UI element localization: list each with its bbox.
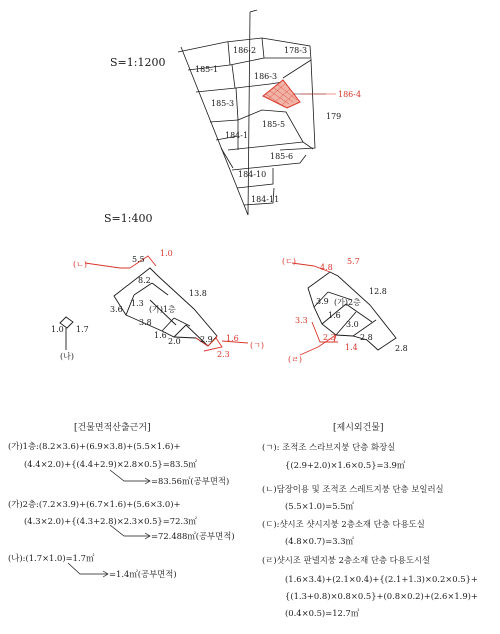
ga1-dim-2.9: 2.9 <box>200 335 213 344</box>
ga2-dim-3.0: 3.0 <box>346 320 359 329</box>
excluded-line-10: (0.4×0.5)=12.7㎡ <box>285 608 360 618</box>
excluded-line-7: (ㄹ)샷시조 판넬지붕 2층소재 단층 다용도시설 <box>262 555 431 565</box>
excluded-line-5: (ㄷ):샷시조 샷시지붕 2층소재 단층 다용도실 <box>262 519 425 529</box>
area-calc-line-5: (4.3×2.0)+{(4.3+2.8)×2.3×0.5}=72.3㎡ <box>24 516 197 526</box>
ga1-dim-2.0: 2.0 <box>168 337 181 346</box>
ga1-dim-1.6-red: 1.6 <box>226 334 239 343</box>
lot-label-186-3: 186-3 <box>254 72 278 81</box>
ga2-dim-5.7: 5.7 <box>347 257 360 266</box>
ga1-dim-3.6: 3.6 <box>110 305 123 314</box>
ga1-dim-8.2: 8.2 <box>138 276 151 285</box>
area-calc-line-7: (나):(1.7×1.0)=1.7㎡ <box>8 553 95 563</box>
ga1-dim-1.3: 1.3 <box>131 299 144 308</box>
lot-label-185-1: 185-1 <box>195 65 219 74</box>
excluded-line-1: (ㄱ): 조적조 스라브지붕 단층 화장실 <box>262 442 396 452</box>
ga2-callout-d: (ㄷ) <box>282 257 296 266</box>
lot-label-186-4: 186-4 <box>338 90 362 99</box>
ga1-callout-g: (ㄱ) <box>250 341 264 350</box>
ga1-dim-1.0: 1.0 <box>160 249 173 258</box>
ga2-dim-1.4: 1.4 <box>345 343 358 352</box>
ga2-dim-1.6: 1.6 <box>328 311 341 320</box>
excluded-line-9: {(1.3+0.8)×0.8×0.5}+(0.8×0.2)+(2.6×1.9)+ <box>285 591 478 601</box>
area-calc-line-1: (가)1층:(8.2×3.6)+(6.9×3.8)+(5.5×1.6)+ <box>8 441 181 451</box>
ga2-dim-3.9: 3.9 <box>316 297 329 306</box>
ga1-dim-1.6: 1.6 <box>154 331 167 340</box>
excluded-line-3: (ㄴ)담장이용 및 조적조 스레트지붕 단층 보일러실 <box>262 484 444 494</box>
excluded-line-8: (1.6×3.4)+(2.1×0.4)+{(2.1+1.3)×0.2×0.5}+ <box>285 574 478 584</box>
ga2-dim-3.3: 3.3 <box>295 316 308 325</box>
ga2-dim-4.8: 4.8 <box>320 263 333 272</box>
ga2-dim-2.8b: 2.8 <box>395 344 408 353</box>
lot-label-184-1: 184-1 <box>225 131 249 140</box>
lot-label-178-3: 178-3 <box>284 46 308 55</box>
ga2-dim-2.8a: 2.8 <box>360 333 373 342</box>
area-calc-line-2: (4.4×2.0)+{(4.4+2.9)×2.8×0.5}=83.5㎡ <box>24 459 197 469</box>
excluded-line-2: {(2.9+2.0)×1.6×0.5}=3.9㎡ <box>285 460 406 470</box>
ga1-dim-5.5: 5.5 <box>132 255 145 264</box>
area-calc-line-6: =72.488㎡(공부면적) <box>151 531 235 541</box>
na-dim-1.0: 1.0 <box>51 325 64 334</box>
excluded-header: [제시외건물] <box>333 423 384 433</box>
area-calc-line-3: =83.56㎡(공부면적) <box>151 476 230 486</box>
area-calc-line-8: =1.4㎡(공부면적) <box>109 569 177 579</box>
lot-label-179: 179 <box>326 112 342 121</box>
ga1-callout-n: (ㄴ) <box>73 260 87 269</box>
area-calc-line-4: (가)2층:(7.2×3.9)+(6.7×1.6)+(5.6×3.0)+ <box>8 499 181 509</box>
ga1-dim-2.3: 2.3 <box>217 350 230 359</box>
ga1-dim-3.8: 3.8 <box>139 318 152 327</box>
lot-label-184-11: 184-11 <box>251 195 280 204</box>
lot-label-186-2: 186-2 <box>233 46 257 55</box>
site-scale-label: S=1:1200 <box>110 56 166 69</box>
excluded-line-6: (4.8×0.7)=3.3㎡ <box>285 536 354 546</box>
lot-label-184-10: 184-10 <box>238 170 267 179</box>
lot-label-185-5: 185-5 <box>262 120 286 129</box>
ga1-label: (가)1층 <box>149 305 176 314</box>
building-scale-label: S=1:400 <box>104 212 153 225</box>
na-dim-1.7: 1.7 <box>76 325 89 334</box>
lot-label-185-6: 185-6 <box>270 152 294 161</box>
lot-label-185-3: 185-3 <box>211 99 235 108</box>
ga2-label: (가)2층 <box>334 298 361 307</box>
ga2-callout-r: (ㄹ) <box>288 355 302 364</box>
ga2-dim-12.8: 12.8 <box>369 287 387 296</box>
excluded-line-4: (5.5×1.0)=5.5㎡ <box>285 501 354 511</box>
ga1-dim-13.8: 13.8 <box>189 289 207 298</box>
na-label: (나) <box>60 352 74 361</box>
ga2-dim-2.3: 2.3 <box>323 333 336 342</box>
area-calc-header: [건물면적산출근거] <box>74 423 151 433</box>
